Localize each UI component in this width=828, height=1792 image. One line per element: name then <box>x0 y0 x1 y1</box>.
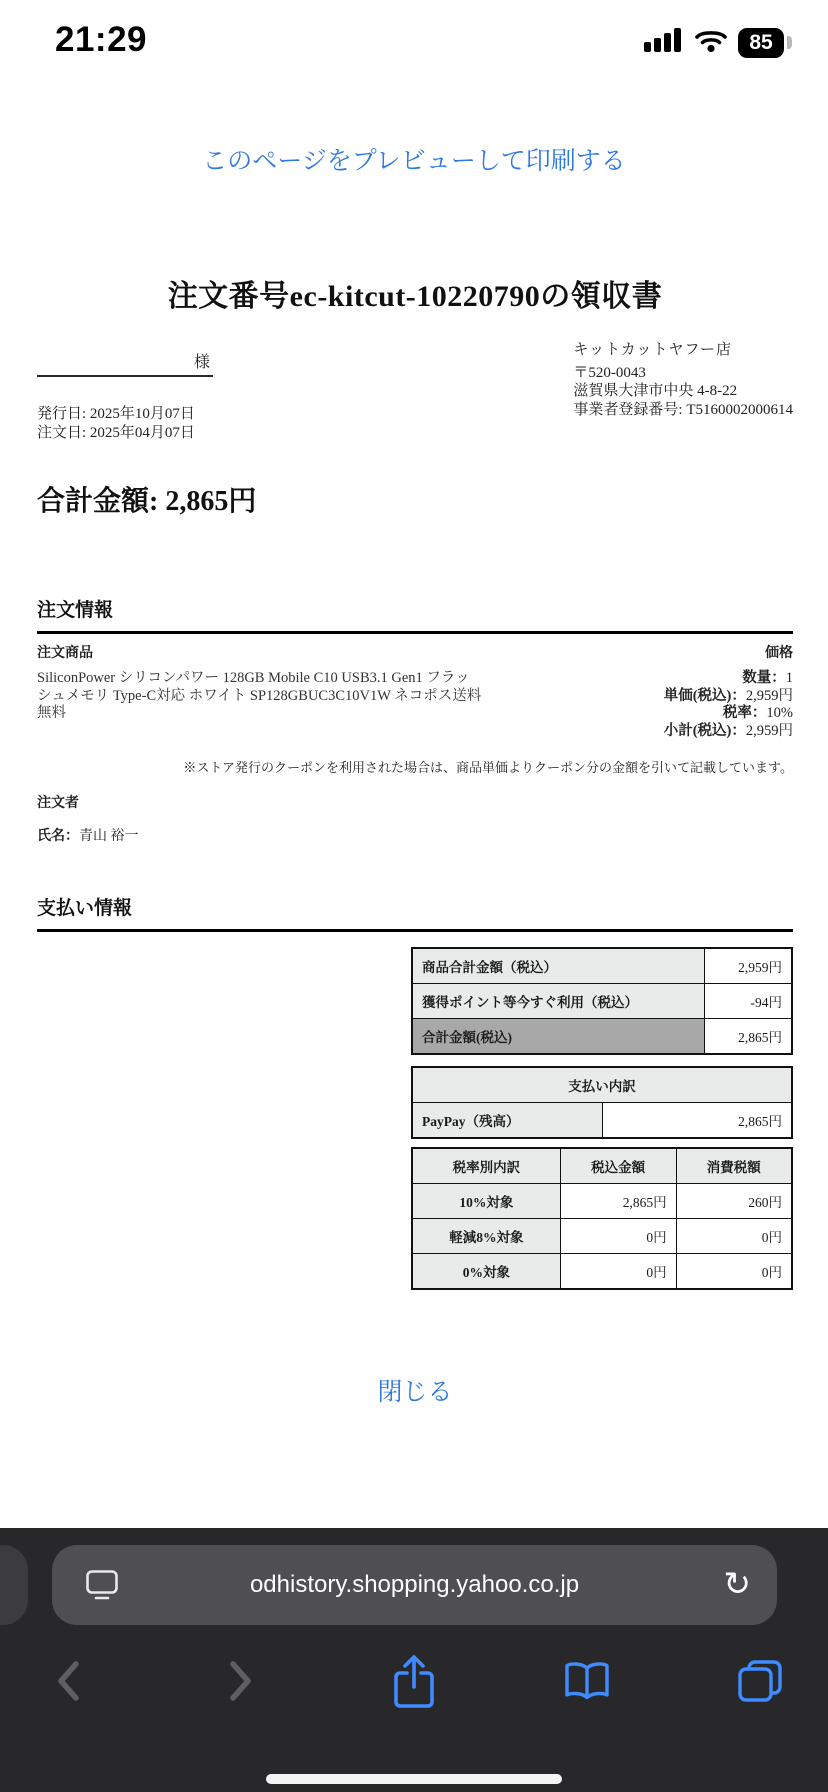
store-address: 滋賀県大津市中央 4-8-22 <box>573 383 738 399</box>
receipt-title: 注文番号ec-kitcut-10220790の領収書 <box>167 280 663 313</box>
receipt <box>37 177 793 1408</box>
price-block <box>664 670 793 740</box>
table-row <box>412 1184 792 1219</box>
wifi-icon <box>694 27 728 58</box>
status-bar <box>0 0 828 62</box>
back-button[interactable] <box>42 1659 94 1703</box>
price-column-label: 価格 <box>765 646 793 661</box>
page-settings-icon[interactable] <box>85 1569 119 1608</box>
url-text: odhistory.shopping.yahoo.co.jp <box>249 1571 580 1598</box>
tax-row-tax: 0円 <box>676 1254 792 1290</box>
tax-row-tax: 0円 <box>676 1219 792 1254</box>
breakdown-header: 支払い内訳 <box>412 1067 792 1103</box>
order-date: 注文日: 2025年04月07日 <box>37 425 195 441</box>
forward-button[interactable] <box>215 1659 267 1703</box>
print-preview-link[interactable]: このページをプレビューして印刷する <box>202 147 626 175</box>
home-indicator[interactable] <box>266 1774 562 1784</box>
summary-row-value: -94円 <box>705 984 792 1019</box>
tax-header: 消費税額 <box>676 1148 792 1184</box>
battery-percent: 85 <box>738 28 784 58</box>
reload-icon[interactable]: ↻ <box>723 1565 751 1602</box>
summary-row-label: 獲得ポイント等今すぐ利用（税込） <box>412 984 705 1019</box>
tax-header: 税込金額 <box>560 1148 676 1184</box>
adjacent-tab-peek[interactable] <box>0 1545 28 1625</box>
tax-table <box>411 1147 793 1290</box>
safari-toolbar <box>0 1650 828 1712</box>
tax-row-label: 軽減8%対象 <box>412 1219 560 1254</box>
store-name: キットカットヤフー店 <box>573 342 733 358</box>
table-row <box>412 984 792 1019</box>
tax-row-label: 0%対象 <box>412 1254 560 1290</box>
tabs-icon[interactable] <box>734 1659 786 1703</box>
battery-icon <box>738 28 792 58</box>
store-postal: 〒520-0043 <box>573 364 646 381</box>
table-header-row <box>412 1148 792 1184</box>
table-row <box>412 1067 792 1103</box>
bookmarks-icon[interactable] <box>561 1660 613 1702</box>
order-items-label: 注文商品 <box>37 646 93 661</box>
tax-row-tax: 260円 <box>676 1184 792 1219</box>
payment-info-heading: 支払い情報 <box>37 893 793 932</box>
order-info-heading: 注文情報 <box>37 595 793 634</box>
table-row-total <box>412 1019 792 1055</box>
issue-date: 発行日: 2025年10月07日 <box>37 406 195 422</box>
summary-row-value: 2,959円 <box>705 948 792 984</box>
table-row <box>412 1103 792 1139</box>
clock: 21:29 <box>55 20 148 59</box>
tax-row-amount: 0円 <box>560 1254 676 1290</box>
breakdown-row-value: 2,865円 <box>602 1103 792 1139</box>
table-row <box>412 1254 792 1290</box>
table-row <box>412 1219 792 1254</box>
cellular-signal-icon <box>644 28 684 57</box>
quantity-line: 数量：1 <box>742 670 793 686</box>
close-link[interactable]: 閉じる <box>377 1378 453 1406</box>
subtotal-line: 小計(税込)：2,959円 <box>663 722 793 739</box>
table-row <box>412 948 792 984</box>
safari-bottom-bar <box>0 1528 828 1792</box>
payment-summary-table <box>411 947 793 1055</box>
address-bar[interactable] <box>52 1545 777 1625</box>
grand-total: 合計金額: 2,865円 <box>37 486 257 517</box>
battery-tip <box>787 36 792 49</box>
breakdown-row-label: PayPay（残高） <box>412 1103 602 1139</box>
coupon-note: ※ストア発行のクーポンを利用された場合は、商品単価よりクーポン分の金額を引いて記載しています。 <box>183 760 793 775</box>
orderer-label: 注文者 <box>37 796 79 811</box>
payment-breakdown-table <box>411 1066 793 1139</box>
tax-rate-line: 税率：10% <box>722 705 793 721</box>
tax-row-amount: 0円 <box>560 1219 676 1254</box>
store-registration: 事業者登録番号: T5160002000614 <box>573 401 793 418</box>
summary-row-label: 合計金額(税込) <box>412 1019 705 1055</box>
orderer-name: 氏名：青山 裕一 <box>37 829 139 844</box>
product-name: SiliconPower シリコンパワー 128GB Mobile C10 USB3.1 Gen1 フラッシュメモリ Type-C対応 ホワイト SP128GBUC3C10V1W ネコポス送料無料 <box>37 670 482 721</box>
summary-row-value: 2,865円 <box>705 1019 792 1055</box>
tax-row-label: 10%対象 <box>412 1184 560 1219</box>
share-icon[interactable] <box>388 1653 440 1709</box>
tax-header: 税率別内訳 <box>412 1148 560 1184</box>
summary-row-label: 商品合計金額（税込） <box>412 948 705 984</box>
tax-row-amount: 2,865円 <box>560 1184 676 1219</box>
customer-name-line: 様 <box>37 349 213 377</box>
unit-price-line: 単価(税込)：2,959円 <box>663 687 793 704</box>
